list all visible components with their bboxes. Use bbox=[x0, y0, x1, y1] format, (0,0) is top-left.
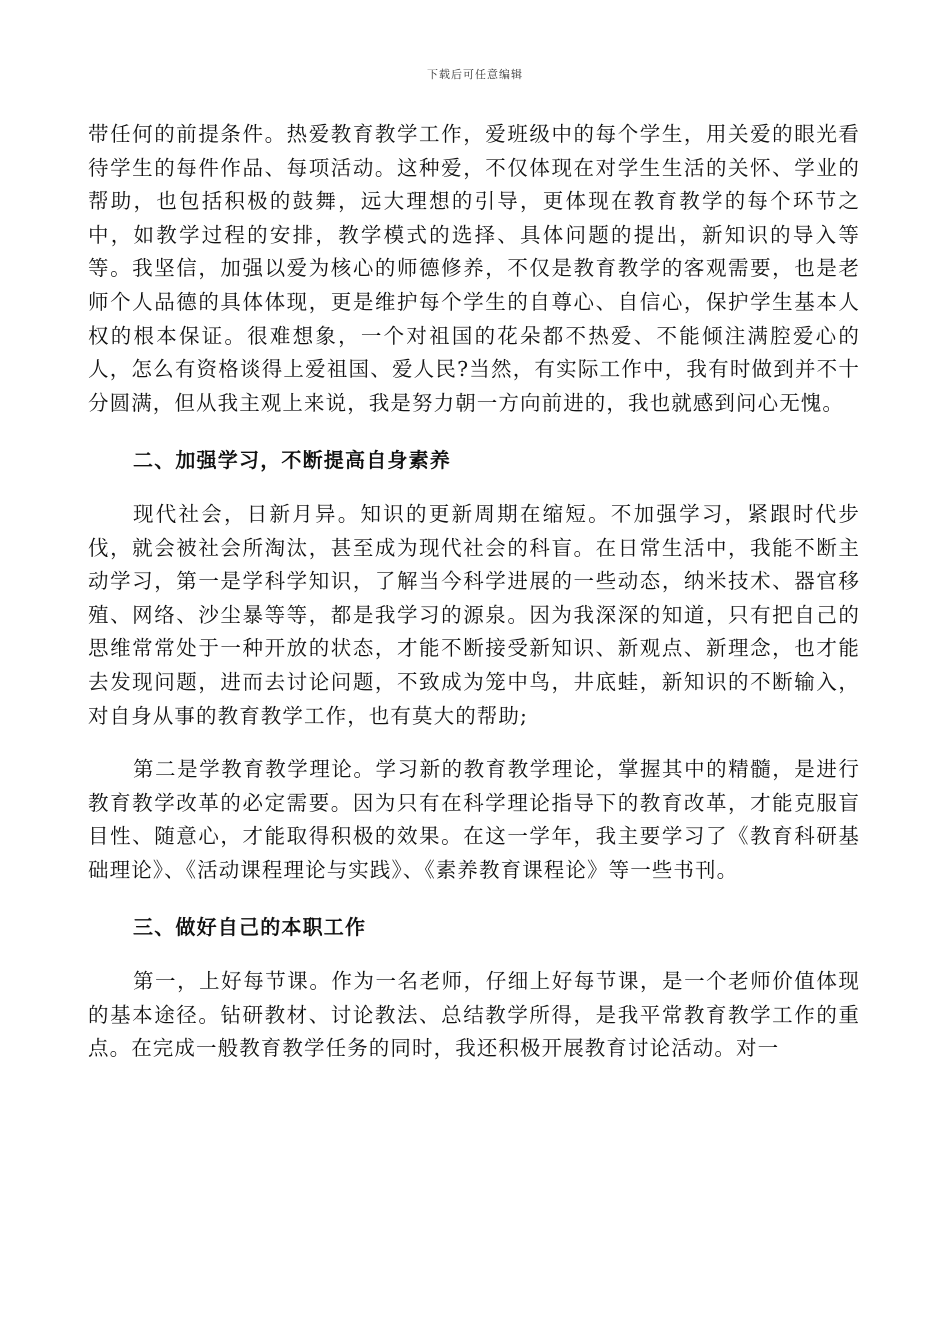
section-heading-3: 三、做好自己的本职工作 bbox=[133, 915, 367, 940]
paragraph-modern-society: 现代社会，日新月异。知识的更新周期在缩短。不加强学习，紧跟时代步伐，就会被社会所淘汰，甚至成为现代社会的科盲。在日常生活中，我能不断主动学习，第一是学科学知识，了解当今科学进展的一些动态，纳米技术、器官移殖、网络、沙尘暴等等，都是我学习的源泉。因为我深深的知道，只有把自己的思维常常处于一种开放的状态，才能不断接受新知识、新观点、新理念，也才能去发现问题，进而去讨论问题，不致成为笼中鸟，井底蛙，新知识的不断输入，对自身从事的教育教学工作，也有莫大的帮助; bbox=[88, 501, 860, 728]
section-heading-2: 二、加强学习，不断提高自身素养 bbox=[133, 448, 451, 473]
spacer bbox=[88, 478, 860, 498]
paragraph-education-theory: 第二是学教育教学理论。学习新的教育教学理论，掌握其中的精髓，是进行教育教学改革的必定需要。因为只有在科学理论指导下的教育改革，才能克服盲目性、随意心，才能取得积极的效果。在这一学年，我主要学习了《教育科研基础理论》、《活动课程理论与实践》、《素养教育课程论》等一些书刊。 bbox=[88, 757, 860, 882]
paragraph-teach-well: 第一，上好每节课。作为一名老师，仔细上好每节课，是一个老师价值体现的基本途径。钻研教材、讨论教法、总结教学所得，是我平常教育教学工作的重点。在完成一般教育教学任务的同时，我还积极开展教育讨论活动。对一 bbox=[88, 969, 860, 1061]
paragraph-continued: 带任何的前提条件。热爱教育教学工作，爱班级中的每个学生，用关爱的眼光看待学生的每件作品、每项活动。这种爱，不仅体现在对学生生活的关怀、学业的帮助，也包括积极的鼓舞，远大理想的引导，更体现在教育教学的每个环节之中，如教学过程的安排，教学模式的选择、具体问题的提出，新知识的导入等等。我坚信，加强以爱为核心的师德修养，不仅是教育教学的客观需要，也是老师个人品德的具体体现，更是维护每个学生的自尊心、自信心，保护学生基本人权的根本保证。很难想象，一个对祖国的花朵都不热爱、不能倾注满腔爱心的人，怎么有资格谈得上爱祖国、爱人民?当然，有实际工作中，我有时做到并不十分圆满，但从我主观上来说，我是努力朝一方向前进的，我也就感到问心无愧。 bbox=[88, 122, 860, 415]
document-body bbox=[88, 118, 860, 1066]
spacer bbox=[88, 945, 860, 965]
spacer bbox=[88, 420, 860, 444]
page-header: 下载后可任意编辑 bbox=[427, 68, 523, 81]
spacer bbox=[88, 887, 860, 911]
spacer bbox=[88, 733, 860, 753]
